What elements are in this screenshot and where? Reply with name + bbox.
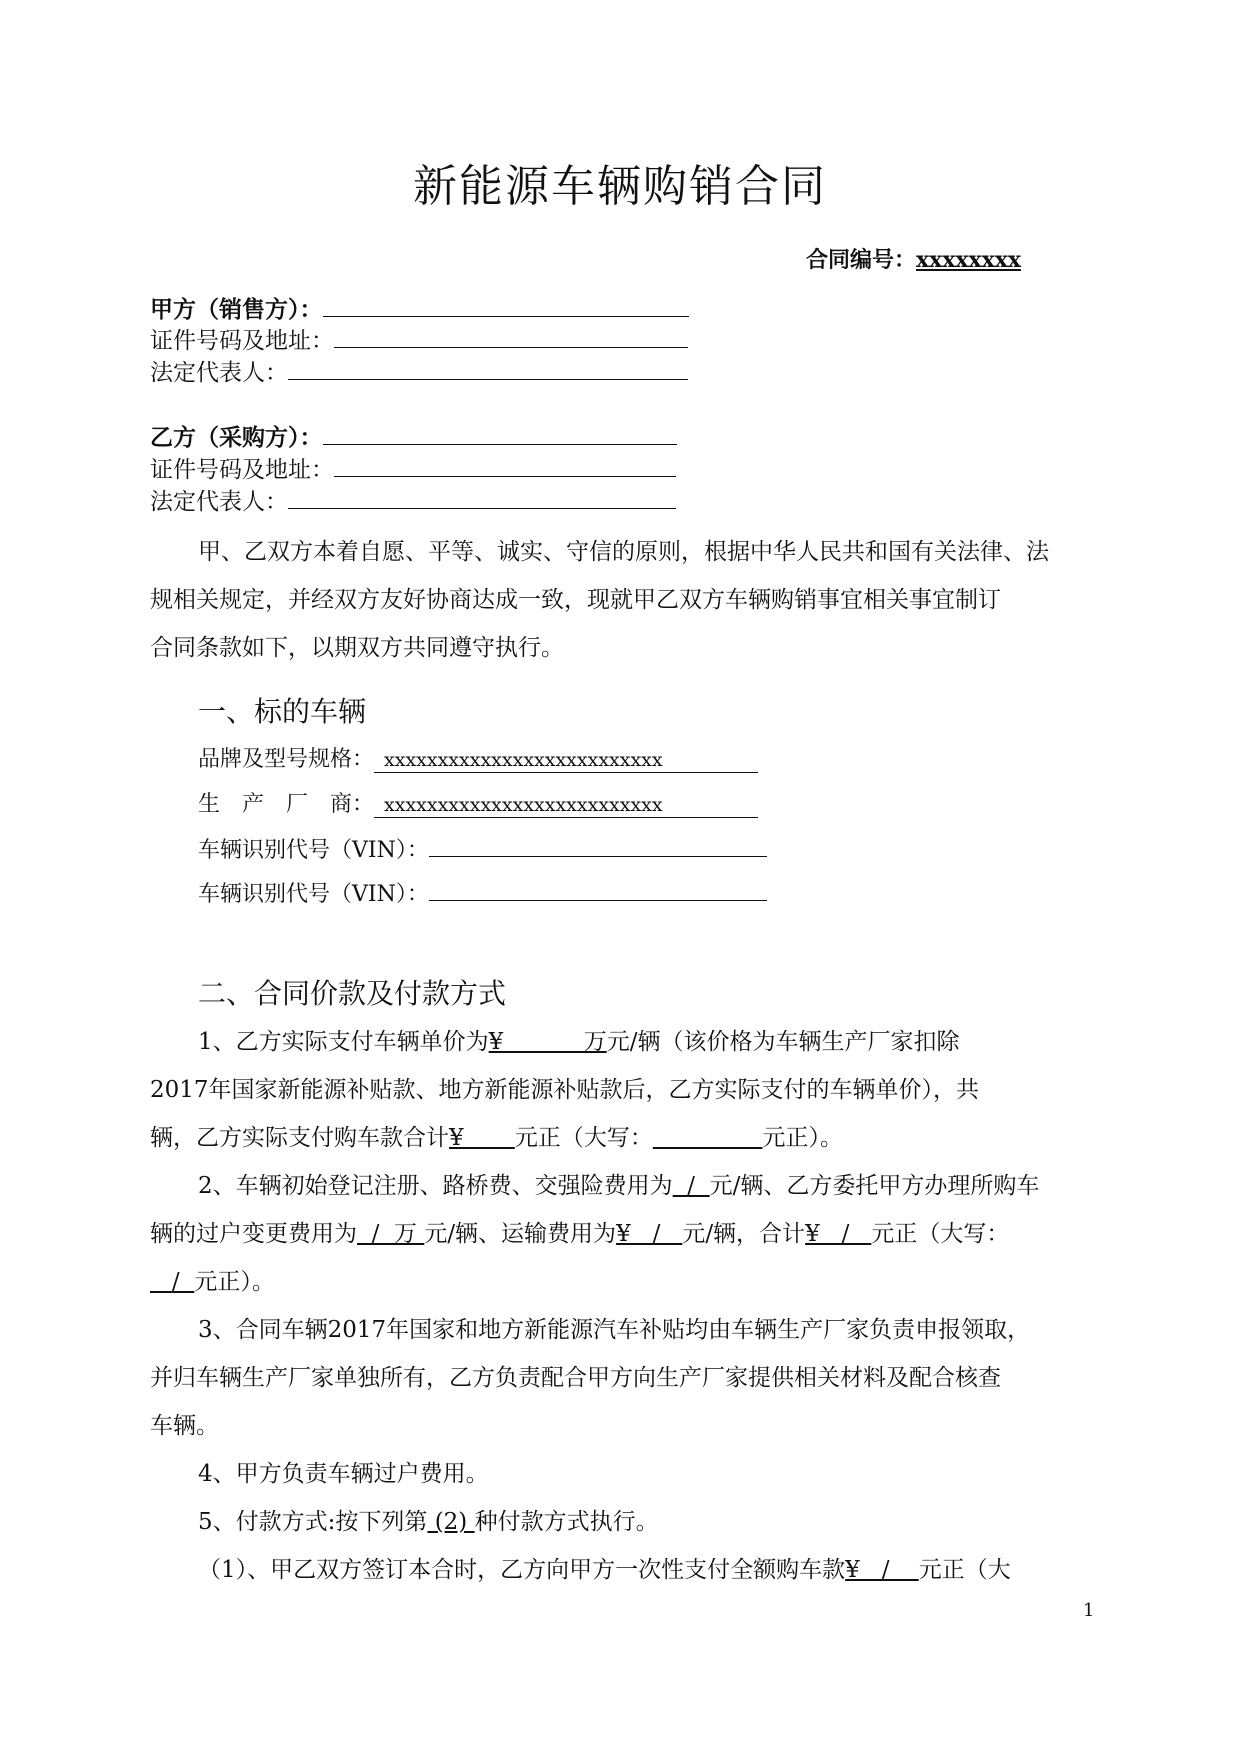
unit-price-field[interactable]: ¥ 万 [488, 1029, 607, 1055]
party-b-name-field[interactable] [323, 420, 677, 445]
clause-1-text-f: 元正）。 [762, 1125, 843, 1151]
clause-2-text-d: 辆的过户变更费用为 [150, 1221, 357, 1247]
section-2-heading: 二、合同价款及付款方式 [198, 977, 507, 1010]
party-a-line [150, 291, 689, 324]
page-number: 1 [1083, 1600, 1095, 1621]
section-1-heading: 一、标的车辆 [198, 695, 367, 728]
vin1-label: 车辆识别代号（VIN）： [198, 838, 429, 863]
contract-number [806, 243, 1021, 274]
clause-2-text-h: 元正）。 [194, 1269, 275, 1295]
party-a-label: 甲方（销售方）： [150, 297, 323, 323]
clause-5-text-a: 5、付款方式:按下列第 [198, 1509, 428, 1535]
party-a-id-label: 证件号码及地址： [150, 328, 334, 354]
intro-line-2: 规相关规定，并经双方友好协商达成一致，现就甲乙双方车辆购销事宜相关事宜制订 [150, 587, 1001, 613]
payment-method-field[interactable]: (2) [427, 1509, 475, 1535]
clause-1-text-c: 元/辆（该价格为车辆生产厂家扣除 [606, 1029, 960, 1055]
clause-2-text-f: 元/辆，合计 [682, 1221, 806, 1247]
clause-2-text-c: 元/辆、乙方委托甲方办理所购车 [709, 1173, 1040, 1199]
clause-6-text-a: （1）、甲乙双方签订本合时，乙方向甲方一次性支付全额购车款 [198, 1557, 846, 1583]
clause-3-line-3: 车辆。 [150, 1413, 219, 1439]
vin2-label: 车辆识别代号（VIN）： [198, 882, 429, 907]
brand-line [198, 742, 758, 773]
party-b-id-label: 证件号码及地址： [150, 457, 334, 483]
brand-label: 品牌及型号规格： [198, 747, 375, 772]
maker-label: 生 产 厂 商： [198, 792, 375, 817]
transfer-fee-field[interactable]: / 万 [357, 1221, 425, 1247]
party-b-rep-label: 法定代表人： [150, 489, 288, 515]
contract-number-label: 合同编号： [806, 248, 917, 273]
party-a-id-line [150, 322, 688, 355]
vin1-line [198, 832, 767, 864]
clause-6-text-c: 元正（大 [918, 1557, 1011, 1583]
vin2-field[interactable] [429, 876, 767, 901]
clause-4: 4、甲方负责车辆过户费用。 [198, 1461, 489, 1487]
party-b-id-field[interactable] [334, 452, 676, 477]
clause-2-line-3 [150, 1258, 275, 1306]
clause-6 [198, 1546, 1011, 1594]
clause-1-line-3 [150, 1114, 843, 1162]
maker-line [198, 787, 758, 818]
vin2-line [198, 876, 767, 908]
lump-sum-field[interactable]: ¥ / [845, 1557, 919, 1583]
vin1-field[interactable] [429, 832, 767, 857]
clause-1-text-e: 元正（大写： [514, 1125, 653, 1151]
clause-1-text-a: 1、乙方实际支付车辆单价为 [198, 1029, 489, 1055]
total-amount-words-field[interactable] [653, 1125, 763, 1151]
party-b-label: 乙方（采购方）： [150, 425, 323, 451]
clause-5-text-c: 种付款方式执行。 [474, 1509, 659, 1535]
party-a-rep-label: 法定代表人： [150, 360, 288, 386]
clause-2-text-g: 元正（大写： [871, 1221, 1010, 1247]
party-a-rep-line [150, 354, 688, 387]
party-a-name-field[interactable] [323, 292, 689, 317]
party-b-line [150, 419, 677, 452]
clause-3-line-2: 并归车辆生产厂家单独所有，乙方负责配合甲方向生产厂家提供相关材料及配合核查 [150, 1365, 1001, 1391]
party-b-rep-line [150, 483, 676, 516]
party-b-rep-field[interactable] [288, 484, 676, 509]
clause-1-line-2: 2017年国家新能源补贴款、地方新能源补贴款后，乙方实际支付的车辆单价），共 [150, 1077, 980, 1103]
clause-5 [198, 1498, 659, 1546]
party-b-id-line [150, 451, 676, 484]
clause-2-text-e: 元/辆、运输费用为 [424, 1221, 617, 1247]
brand-field[interactable]: xxxxxxxxxxxxxxxxxxxxxxxxxx [374, 749, 758, 773]
party-a-id-field[interactable] [334, 323, 688, 348]
contract-number-value: xxxxxxxx [916, 247, 1021, 273]
intro-line-1: 甲、乙双方本着自愿、平等、诚实、守信的原则，根据中华人民共和国有关法律、法 [198, 539, 1049, 565]
clause-2-text-a: 2、车辆初始登记注册、路桥费、交强险费用为 [198, 1173, 673, 1199]
transport-fee-field[interactable]: ¥ / [616, 1221, 683, 1247]
maker-field[interactable]: xxxxxxxxxxxxxxxxxxxxxxxxxx [374, 794, 758, 818]
clause-2-line-1 [198, 1162, 1039, 1210]
intro-line-3: 合同条款如下，以期双方共同遵守执行。 [150, 635, 564, 661]
party-a-rep-field[interactable] [288, 355, 688, 380]
clause-1-line-1 [198, 1018, 959, 1066]
fee-total-words-field[interactable]: / [150, 1269, 195, 1295]
registration-fee-field[interactable]: / [672, 1173, 710, 1199]
fee-total-field[interactable]: ¥ / [805, 1221, 872, 1247]
total-amount-field[interactable]: ¥ [449, 1125, 515, 1151]
clause-3-line-1: 3、合同车辆2017年国家和地方新能源汽车补贴均由车辆生产厂家负责申报领取， [198, 1317, 1031, 1343]
clause-2-line-2 [150, 1210, 1009, 1258]
clause-1-text-d: 辆，乙方实际支付购车款合计 [150, 1125, 449, 1151]
page-title: 新能源车辆购销合同 [413, 161, 827, 212]
